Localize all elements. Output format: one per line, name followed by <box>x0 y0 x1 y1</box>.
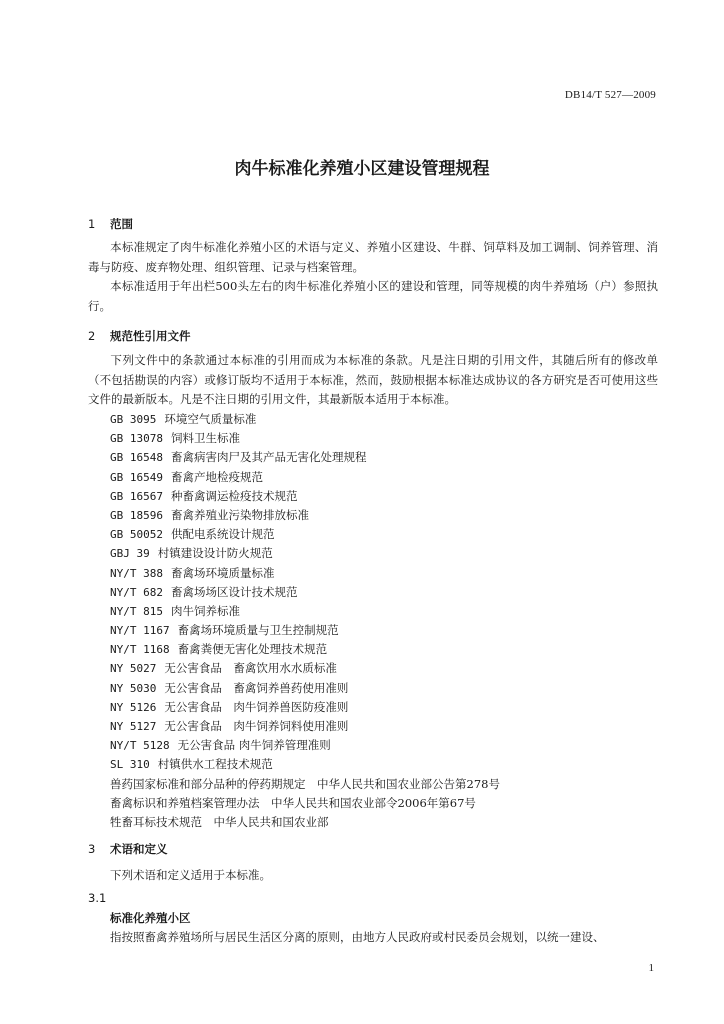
paragraph-text: 本标准规定了肉牛标准化养殖小区的术语与定义、养殖小区建设、牛群、饲草料及加工调制、饲养管理、消毒与防疫、废弃物处理、组织管理、记录与档案管理。 <box>88 240 658 274</box>
section-title: 规范性引用文件 <box>110 329 191 343</box>
reference-item <box>110 583 500 602</box>
reference-item <box>110 717 500 736</box>
reference-item <box>110 429 500 448</box>
reference-code: NY/T 1168 <box>110 643 170 657</box>
reference-code: GB 16548 <box>110 451 163 465</box>
reference-item <box>110 679 500 698</box>
section-title: 范围 <box>110 217 133 231</box>
scope-paragraph-2 <box>88 277 658 316</box>
reference-title: 牲畜耳标技术规范 中华人民共和国农业部 <box>110 814 329 829</box>
subclause-number: 3.1 <box>88 891 107 905</box>
reference-item <box>110 736 500 755</box>
reference-title: 供配电系统设计规范 <box>170 527 275 542</box>
reference-item <box>110 544 500 563</box>
reference-title: 畜禽场环境质量标准 <box>170 565 275 580</box>
reference-code: NY/T 682 <box>110 585 163 599</box>
section-number: 3 <box>88 842 96 856</box>
reference-title: 无公害食品 肉牛饲养饲料使用准则 <box>164 719 349 733</box>
reference-code: GB 18596 <box>110 508 163 522</box>
reference-title: 畜禽标识和养殖档案管理办法 中华人民共和国农业部令2006年第67号 <box>110 795 476 810</box>
reference-item <box>110 698 500 717</box>
reference-title: 种畜禽调运检疫技术规范 <box>170 488 298 503</box>
reference-item <box>110 659 500 678</box>
section-number: 1 <box>88 217 96 231</box>
reference-item <box>110 640 500 659</box>
reference-title: 兽药国家标准和部分品种的停药期规定 中华人民共和国农业部公告第278号 <box>110 776 500 791</box>
reference-title: 畜禽病害肉尸及其产品无害化处理规程 <box>170 450 367 465</box>
term-definition: 指按照畜禽养殖场所与居民生活区分离的原则，由地方人民政府或村民委员会规划，以统一建设、 <box>110 930 605 944</box>
term-title: 标准化养殖小区 <box>110 911 191 925</box>
reference-code: NY/T 388 <box>110 566 163 580</box>
reference-code: NY/T 5128 <box>110 739 170 753</box>
reference-title: 饲料卫生标准 <box>170 431 240 446</box>
reference-list <box>110 410 500 832</box>
paragraph-text: 下列术语和定义适用于本标准。 <box>110 868 271 882</box>
section-number: 2 <box>88 329 96 343</box>
standard-code: DB14/T 527—2009 <box>564 89 656 101</box>
reference-code: GB 13078 <box>110 432 163 446</box>
section-1-heading <box>88 216 133 232</box>
paragraph-text: 下列文件中的条款通过本标准的引用而成为本标准的条款。凡是注日期的引用文件，其随后所有的修改单（不包括勘误的内容）或修订版均不适用于本标准，然而，鼓励根据本标准达成协议的各方研究是否可使用这些文件的最新版本。凡是不注日期的引用文件，其最新版本适用于本标准。 <box>88 353 658 406</box>
reference-item <box>110 506 500 525</box>
section-2-heading <box>88 328 191 344</box>
reference-code: GB 16567 <box>110 489 163 503</box>
reference-title: 无公害食品 肉牛饲养管理准则 <box>177 738 331 753</box>
reference-title: 无公害食品 肉牛饲养兽医防疫准则 <box>164 699 349 714</box>
reference-code: GB 16549 <box>110 470 163 484</box>
reference-code: SL 310 <box>110 758 150 772</box>
reference-title: 畜禽场场区设计技术规范 <box>170 584 298 599</box>
section-title: 术语和定义 <box>110 842 168 856</box>
terms-intro <box>88 866 658 886</box>
reference-title: 无公害食品 畜禽饲养兽药使用准则 <box>164 680 349 695</box>
reference-item <box>110 813 500 832</box>
reference-item <box>110 602 500 621</box>
reference-item <box>110 468 500 487</box>
reference-code: NY/T 1167 <box>110 624 170 638</box>
reference-code: GB 50052 <box>110 528 163 542</box>
scope-paragraph-1 <box>88 238 658 277</box>
reference-title: 肉牛饲养标准 <box>170 603 240 618</box>
reference-code: GBJ 39 <box>110 547 150 561</box>
reference-title: 畜禽产地检疫规范 <box>170 469 263 484</box>
reference-title: 村镇供水工程技术规范 <box>157 757 273 772</box>
reference-code: NY 5126 <box>110 700 157 714</box>
reference-item <box>110 564 500 583</box>
document-title: 肉牛标准化养殖小区建设管理规程 <box>234 159 490 179</box>
reference-item <box>110 755 500 774</box>
reference-item <box>110 487 500 506</box>
page-number: 1 <box>648 962 654 974</box>
reference-code: NY 5030 <box>110 681 157 695</box>
section-3-heading <box>88 841 168 857</box>
normative-intro <box>88 351 658 410</box>
reference-title: 畜禽养殖业污染物排放标准 <box>170 507 309 522</box>
reference-item <box>110 621 500 640</box>
paragraph-text: 本标准适用于年出栏500头左右的肉牛标准化养殖小区的建设和管理，同等规模的肉牛养殖场（户）参照执行。 <box>88 279 658 313</box>
reference-item <box>110 794 500 813</box>
reference-title: 无公害食品 畜禽饮用水水质标准 <box>164 661 337 676</box>
reference-title: 畜禽粪便无害化处理技术规范 <box>177 642 328 657</box>
reference-item <box>110 448 500 467</box>
reference-code: NY/T 815 <box>110 604 163 618</box>
reference-code: GB 3095 <box>110 413 157 426</box>
reference-item <box>110 775 500 794</box>
reference-title: 环境空气质量标准 <box>164 412 257 426</box>
reference-code: NY 5127 <box>110 720 157 733</box>
reference-item <box>110 410 500 429</box>
reference-title: 村镇建设设计防火规范 <box>157 546 273 561</box>
reference-code: NY 5027 <box>110 662 157 676</box>
reference-title: 畜禽场环境质量与卫生控制规范 <box>177 623 339 638</box>
reference-item <box>110 525 500 544</box>
